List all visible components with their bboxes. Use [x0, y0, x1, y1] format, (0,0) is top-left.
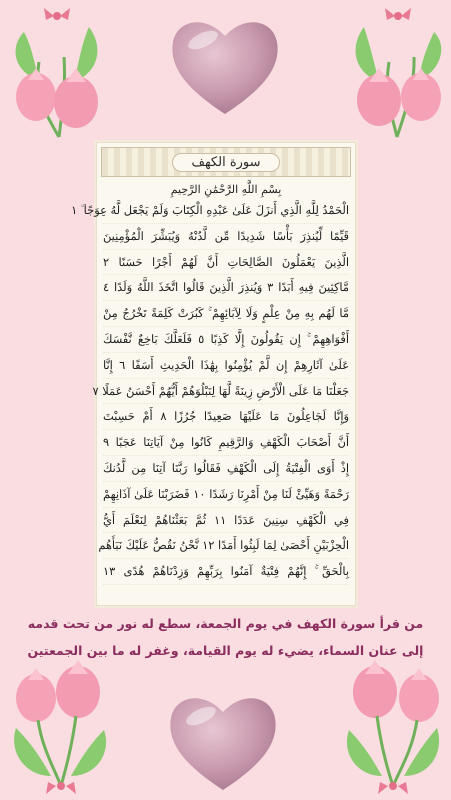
heart-icon — [165, 10, 285, 120]
verse-line: قَيِّمًا لِّيُنذِرَ بَأْسًا شَدِيدًا مِّن لَّدُنْهُ وَيُبَشِّرَ الْمُؤْمِنِينَ — [103, 224, 349, 250]
hadith-line-2: إلى عنان السماء، يضيء له يوم القيامة، وغفر له ما بين الجمعتين — [27, 643, 424, 658]
verse-line: فِي الْكَهْفِ سِنِينَ عَدَدًا ١١ ثُمَّ بَعَثْنَاهُمْ لِنَعْلَمَ أَيُّ — [103, 508, 349, 534]
tulip-bouquet-icon — [4, 2, 114, 142]
surah-title: سورة الكهف — [172, 153, 279, 172]
tulip-bouquet-icon — [339, 2, 449, 142]
verse-line: الَّذِينَ يَعْمَلُونَ الصَّالِحَاتِ أَنَّ لَهُمْ أَجْرًا حَسَنًا ٢ — [103, 250, 349, 276]
verse-line: الْحِزْبَيْنِ أَحْصَىٰ لِمَا لَبِثُوا أَمَدًا ١٢ نَّحْنُ نَقُصُّ عَلَيْكَ نَبَأَهُم — [103, 533, 349, 559]
verse-line: عَلَىٰ آثَارِهِمْ إِن لَّمْ يُؤْمِنُوا بِهَٰذَا الْحَدِيثِ أَسَفًا ٦ إِنَّا — [103, 353, 349, 379]
verses-block — [71, 198, 355, 585]
verse-line: رَحْمَةً وَهَيِّئْ لَنَا مِنْ أَمْرِنَا رَشَدًا ١٠ فَضَرَبْنَا عَلَىٰ آذَانِهِمْ — [103, 482, 349, 508]
basmala: بِسْمِ اللَّهِ الرَّحْمَٰنِ الرَّحِيمِ — [170, 183, 282, 196]
verse-line: جَعَلْنَا مَا عَلَى الْأَرْضِ زِينَةً لَّهَا لِنَبْلُوَهُمْ أَيُّهُمْ أَحْسَنُ عَمَلًا ٧ — [103, 379, 349, 405]
verse-line: مَّاكِثِينَ فِيهِ أَبَدًا ٣ وَيُنذِرَ الَّذِينَ قَالُوا اتَّخَذَ اللَّهُ وَلَدًا ٤ — [103, 275, 349, 301]
tulip-bouquet-icon — [6, 658, 116, 798]
verse-line: وَإِنَّا لَجَاعِلُونَ مَا عَلَيْهَا صَعِيدًا جُرُزًا ٨ أَمْ حَسِبْتَ — [103, 404, 349, 430]
quran-page — [71, 142, 356, 606]
verse-line: أَنَّ أَصْحَابَ الْكَهْفِ وَالرَّقِيمِ كَانُوا مِنْ آيَاتِنَا عَجَبًا ٩ — [103, 430, 349, 456]
surah-header — [101, 147, 351, 177]
tulip-bouquet-icon — [337, 658, 447, 798]
hadith-line-1: من قرأ سورة الكهف في يوم الجمعة، سطع له نور من تحت قدمه — [27, 616, 424, 631]
verse-line: أَفْوَاهِهِمْ ۚ إِن يَقُولُونَ إِلَّا كَذِبًا ٥ فَلَعَلَّكَ بَاخِعٌ نَّفْسَكَ — [103, 327, 349, 353]
heart-icon — [163, 686, 283, 796]
verse-line: مَّا لَهُم بِهِ مِنْ عِلْمٍ وَلَا لِآبَائِهِمْ ۚ كَبُرَتْ كَلِمَةً تَخْرُجُ مِنْ — [103, 301, 349, 327]
verse-line: الْحَمْدُ لِلَّهِ الَّذِي أَنزَلَ عَلَىٰ عَبْدِهِ الْكِتَابَ وَلَمْ يَجْعَل لَّهُ عِوَجًا ۜ ١ — [103, 198, 349, 224]
verse-line: بِالْحَقِّ ۚ إِنَّهُمْ فِتْيَةٌ آمَنُوا بِرَبِّهِمْ وَزِدْنَاهُمْ هُدًى ١٣ — [103, 559, 349, 585]
verse-line: إِذْ أَوَى الْفِتْيَةُ إِلَى الْكَهْفِ فَقَالُوا رَبَّنَا آتِنَا مِن لَّدُنكَ — [103, 456, 349, 482]
